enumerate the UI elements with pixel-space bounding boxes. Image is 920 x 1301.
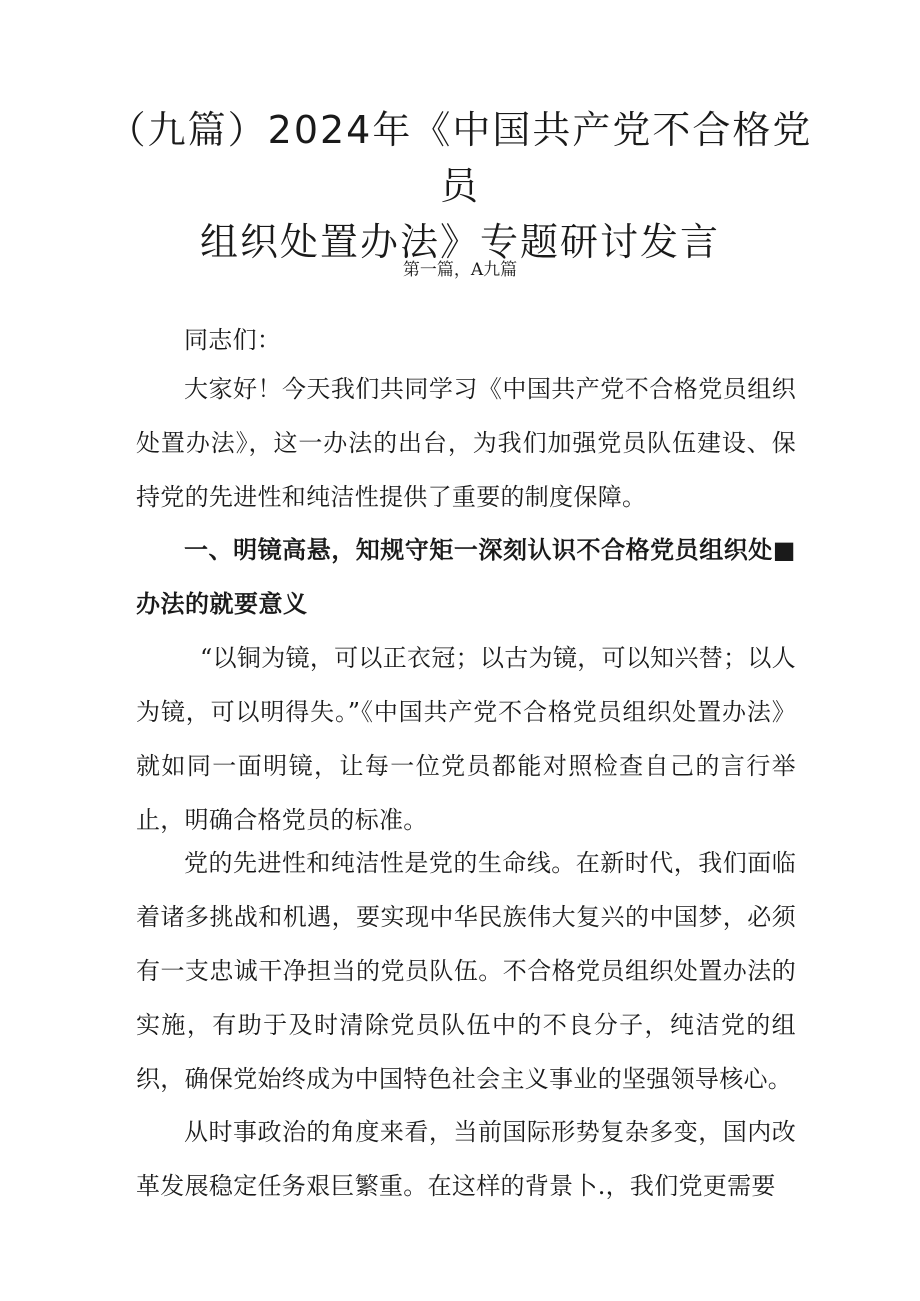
section-heading: 一、明镜高悬，知规守矩一深刻认识不合格党员组织处■办法的就要意义 [136, 536, 796, 618]
document-subtitle: 第一篇，A九篇 [402, 260, 518, 280]
title-line-2: 组织处置办法》专题研讨发言 [199, 220, 720, 264]
document-title [100, 102, 820, 270]
intro-paragraph: 大家好！今天我们共同学习《中国共产党不合格党员组织处置办法》，这一办法的出台，为我们加强党员队伍建设、保持党的先进性和纯洁性提供了重要的制度保障。 [136, 375, 796, 511]
title-line-1: （九篇）2024年《中国共产党不合格党员 [107, 108, 813, 208]
body-paragraph-2: 党的先进性和纯洁性是党的生命线。在新时代，我们面临着诸多挑战和机遇，要实现中华民族伟大复兴的中国梦，必须有一支忠诚干净担当的党员队伍。不合格党员组织处置办法的实施，有助于及时清除党员队伍中的不良分子，纯洁党的组织，确保党始终成为中国特色社会主义事业的坚强领导核心。 [136, 849, 796, 1093]
salutation: 同志们： [184, 326, 282, 354]
quote-paragraph: “以铜为镜，可以正衣冠；以古为镜，可以知兴替；以人为镜，可以明得失。”《中国共产党不合格党员组织处置办法》就如同一面明镜，让每一位党员都能对照检查自己的言行举止，明确合格党员的标准。 [136, 644, 796, 834]
body-paragraph-3: 从时事政治的角度来看，当前国际形势复杂多变，国内改革发展稳定任务艰巨繁重。在这样的背景卜.，我们党更需要 [136, 1118, 796, 1200]
